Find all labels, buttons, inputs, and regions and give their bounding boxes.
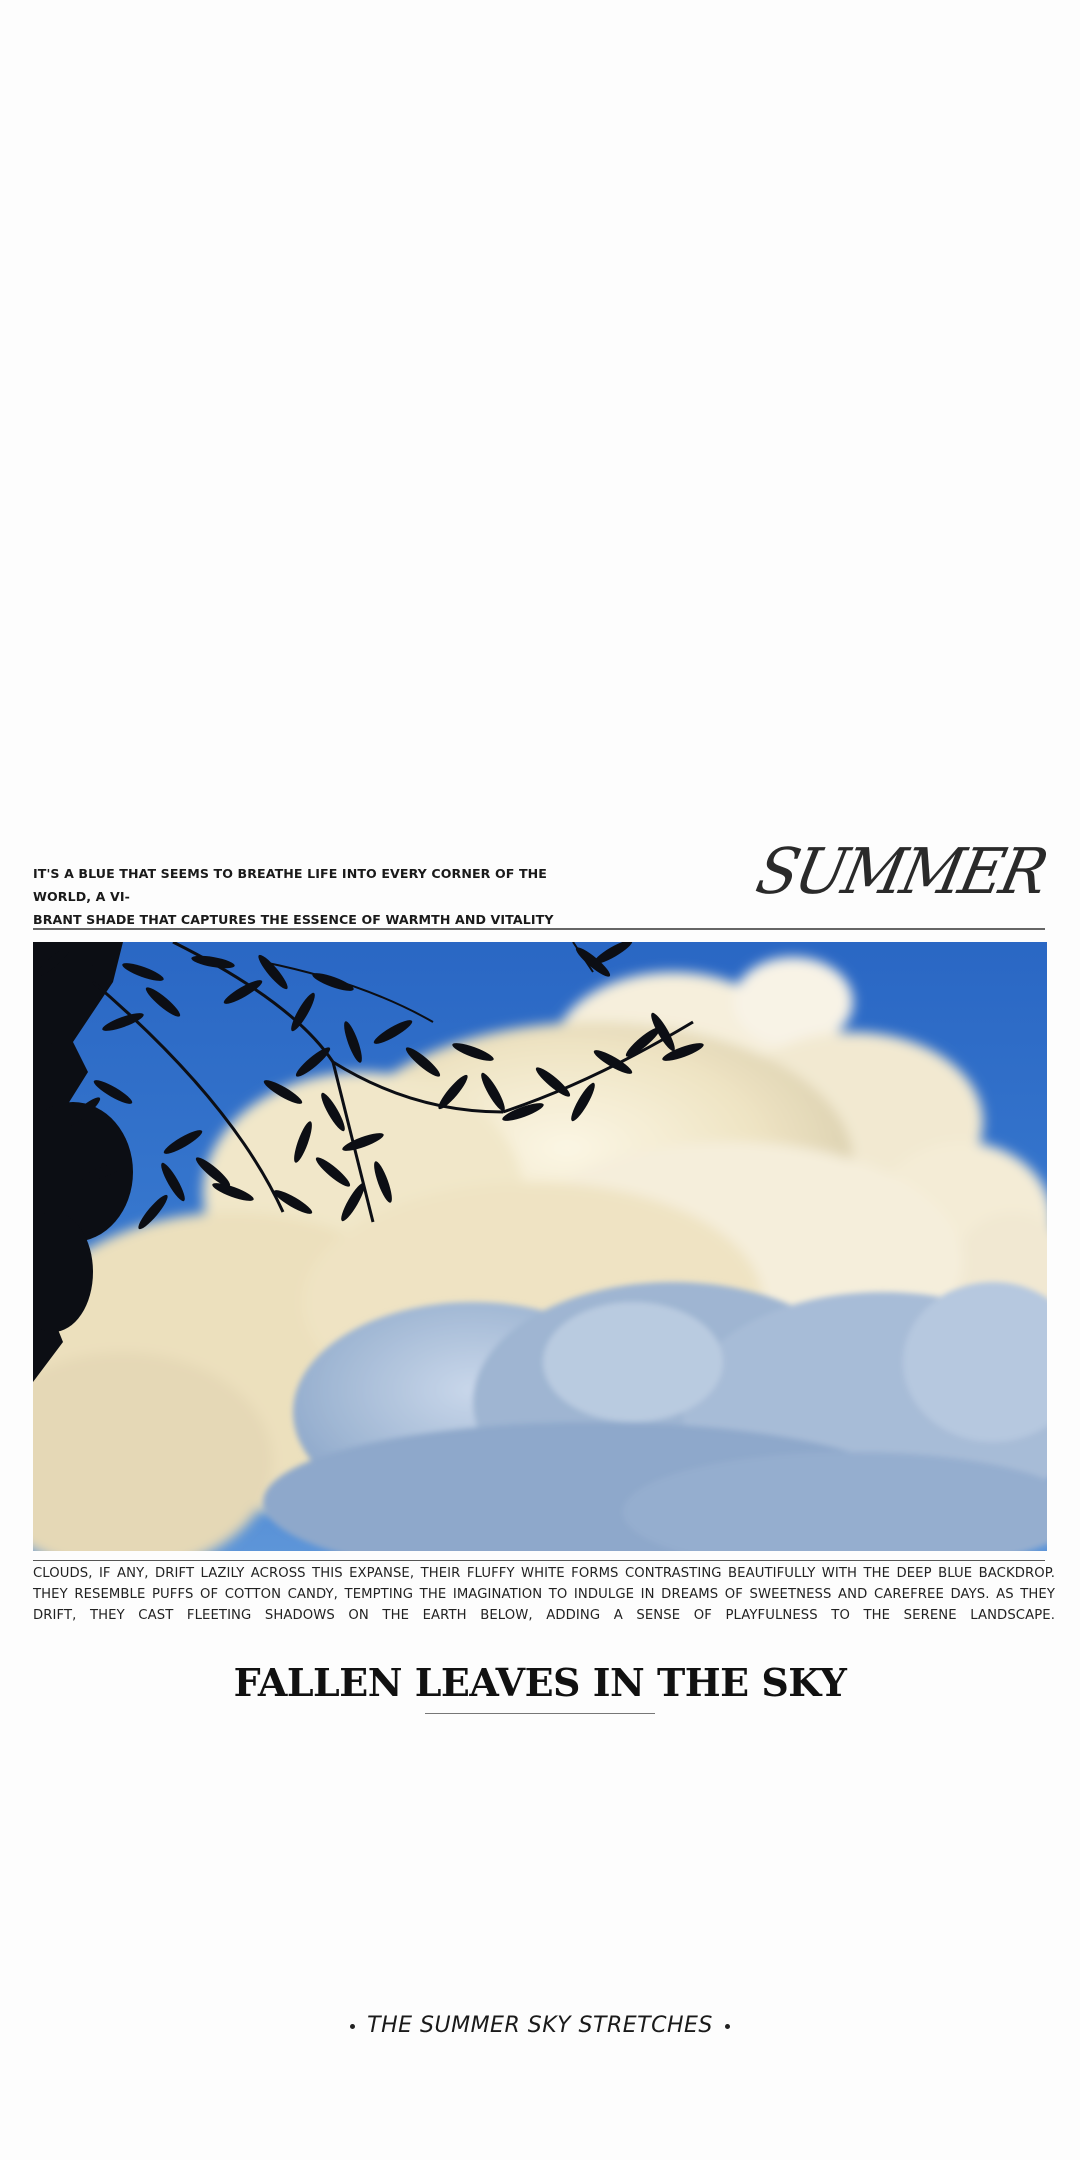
summer-script-title: SUMMER — [750, 835, 1052, 909]
bottom-divider — [33, 1560, 1045, 1561]
sky-photo — [33, 942, 1047, 1551]
bullet-dot-left — [350, 2024, 355, 2029]
top-divider — [33, 928, 1045, 930]
cloud-mass-shadow — [263, 1282, 1047, 1551]
caption-line-1: CLOUDS, IF ANY, DRIFT LAZILY ACROSS THIS EXPANSE, THEIR FLUFFY WHITE FORMS CONTRASTING BEAUTIFULLY WITH THE DEEP BLUE BACKDROP. — [33, 1566, 1055, 1581]
intro-line-1: IT'S A BLUE THAT SEEMS TO BREATHE LIFE INTO EVERY CORNER OF THE WORLD, A VI- — [33, 866, 547, 904]
bullet-dot-right — [725, 2024, 730, 2029]
sky-photo-illustration — [33, 942, 1047, 1551]
footer-tagline — [0, 2013, 1080, 2038]
intro-line-2: BRANT SHADE THAT CAPTURES THE ESSENCE OF WARMTH AND VITALITY — [33, 912, 554, 927]
intro-paragraph — [33, 862, 593, 931]
caption-line-3: DRIFT, THEY CAST FLEETING SHADOWS ON THE EARTH BELOW, ADDING A SENSE OF PLAYFULNESS TO THE SERENE LANDSCAPE. — [33, 1608, 1055, 1623]
footer-text: THE SUMMER SKY STRETCHES — [367, 2013, 713, 2038]
headline-underline — [425, 1713, 655, 1714]
caption-line-2: THEY RESEMBLE PUFFS OF COTTON CANDY, TEMPTING THE IMAGINATION TO INDULGE IN DREAMS OF SWEETNESS AND CAREFREE DAYS. AS THEY — [33, 1587, 1055, 1602]
headline-title: FALLEN LEAVES IN THE SKY — [233, 1660, 847, 1705]
caption-paragraph — [33, 1563, 1055, 1626]
